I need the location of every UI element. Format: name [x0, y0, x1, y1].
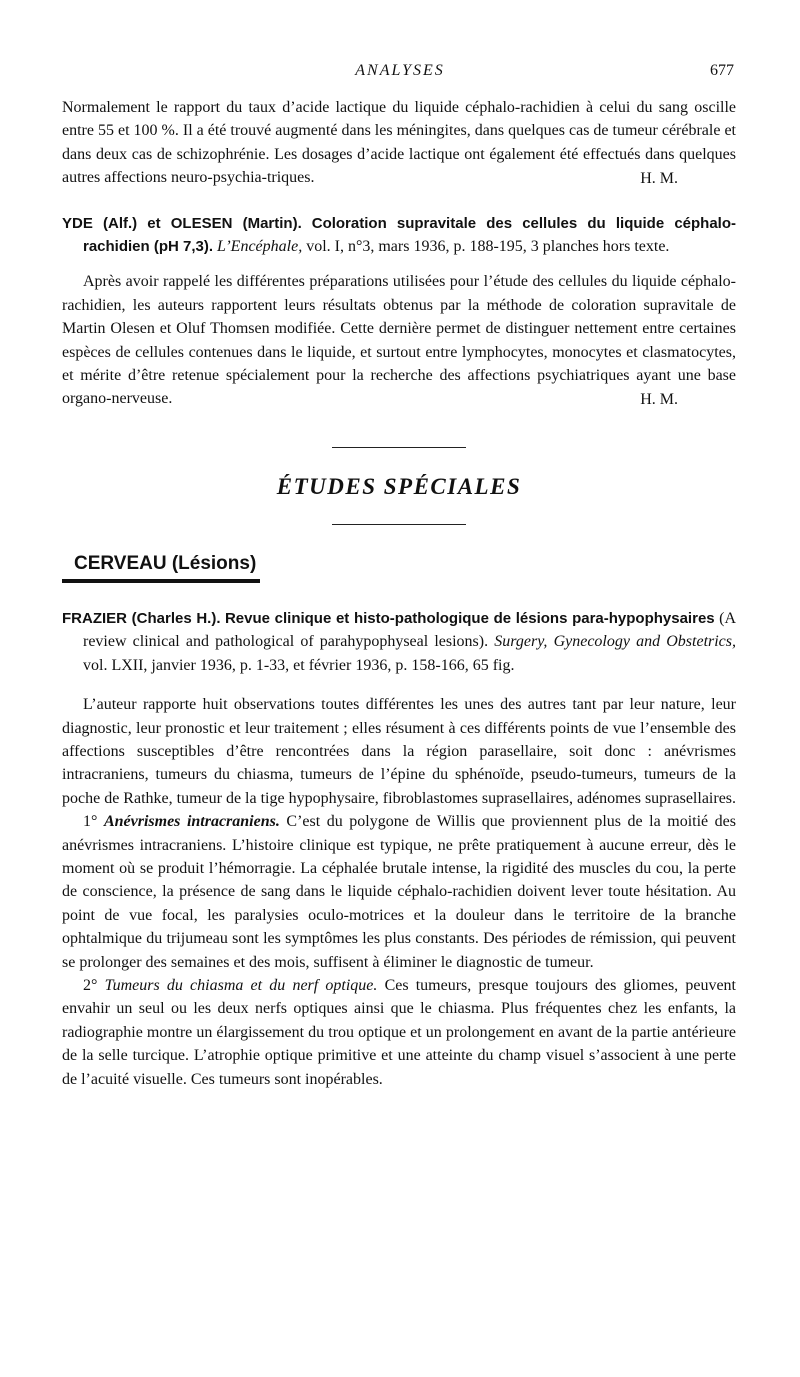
ref-title: Coloration supravitale des cellules du liquide céphalo-rachidien (pH 7,3). — [83, 214, 737, 256]
paragraph-observations: L’auteur rapporte huit observations toutes différentes les unes des autres tant par leur nature, leur diagnostic, leur pronostic et leur traitement ; elles résument à ces différents points de vue l’ensemble des affections susceptibles d’être rencontrées dans la région parasellaire, soit donc : anévrismes intracraniens, tumeurs du chiasma, tumeurs de l’épine du sphénoïde, pseudo-tumeurs, tumeurs de la poche de Rathke, tumeur de la tige hypophysaire, fibroblastomes suprasellaires, adénomes suprasellaires. — [62, 696, 737, 807]
ref-details: vol. LXII, janvier 1936, p. 1-33, et février 1936, p. 158-166, 65 fig. — [83, 656, 515, 674]
ref-authors: FRAZIER (Charles H.). — [62, 609, 221, 627]
signature-1: H. M. — [640, 169, 678, 187]
subheading: CERVEAU (Lésions) — [62, 553, 260, 583]
signature-2: H. M. — [640, 390, 678, 408]
paragraph-anevrismes: 1° Anévrismes intracraniens. C’est du polygone de Willis que proviennent plus de la moitié des anévrismes intracraniens. L’histoire clinique est typique, ne prête pratiquement à aucune erreur, dès le moment où se produit l’hémorragie. La céphalée brutale intense, la rigidité des muscles du cou, la perte de conscience, la présence de sang dans le liquide céphalo-rachidien doivent lever toute hésitation. Au point de vue focal, les paralysies oculo-motrices et la douleur dans le territoire de la branche ophtalmique du trijumeau sont les symptômes les plus constants. Des périodes de rémission, qui peuvent se prolonger des semaines et des mois, suffisent à éliminer le diagnostic de tumeur. — [62, 813, 737, 971]
ref-translation: (A review clinical and pathological of parahypophyseal lesions). — [83, 609, 737, 651]
ref-journal: L’Encéphale, — [217, 238, 303, 256]
paragraph-tumeurs-chiasma: 2° Tumeurs du chiasma et du nerf optique. Ces tumeurs, presque toujours des gliomes, peuvent envahir un seul ou les deux nerfs optiques ainsi que le chiasma. Plus fréquentes chez les enfants, la radiographie montre un élargissement du trou optique et un prolongement en avant de la partie antérieure de la selle turcique. L’atrophie optique primitive et une atteinte du champ visuel s’associent à une perte de l’acuité visuelle. Ces tumeurs sont inopérables. — [62, 976, 737, 1088]
paragraph-lactic-acid: Normalement le rapport du taux d’acide lactique du liquide céphalo-rachidien à celui du sang oscille entre 55 et 100 %. Il a été trouvé augmenté dans les méningites, dans quelques cas de tumeur cérébrale et dans deux cas de schizophrénie. Les dosages d’acide lactique ont également été effectués dans quelques autres affections neuro-psychia-triques. — [62, 99, 736, 187]
reference-frazier — [62, 607, 736, 677]
ref-title: Revue clinique et histo-pathologique de lésions para-hypophysaires — [224, 609, 715, 627]
page-number: 677 — [710, 62, 734, 79]
ref-journal: Surgery, Gynecology and Obstetrics, — [494, 633, 737, 651]
paragraph-supravital: Après avoir rappelé les différentes préparations utilisées pour l’étude des cellules du liquide céphalo-rachidien, les auteurs rapportent leurs résultats obtenus par la méthode de coloration supravitale de Martin Olesen et Oluf Thomsen modifiée. Cette dernière permet de distinguer nettement entre certaines espèces de cellules contenues dans le liquide, et surtout entre lymphocytes, monocytes et clasmatocytes, et mérite d’être retenue spécialement pour la recherche des affections psychiatriques ayant une base organo-nerveuse. — [62, 273, 736, 408]
page-header — [0, 62, 800, 86]
subheading-block — [62, 553, 736, 583]
reference-yde-olesen — [62, 212, 736, 259]
running-title: ANALYSES — [355, 62, 445, 79]
page-body — [62, 96, 736, 1091]
item-heading: Tumeurs du chiasma et du nerf optique. — [104, 976, 378, 994]
ref-details: vol. I, n°3, mars 1936, p. 188-195, 3 planches hors texte. — [306, 238, 670, 256]
ref-authors: YDE (Alf.) et OLESEN (Martin). — [62, 214, 302, 232]
item-heading: Anévrismes intracraniens. — [103, 813, 280, 831]
section-title: ÉTUDES SPÉCIALES — [276, 473, 522, 499]
